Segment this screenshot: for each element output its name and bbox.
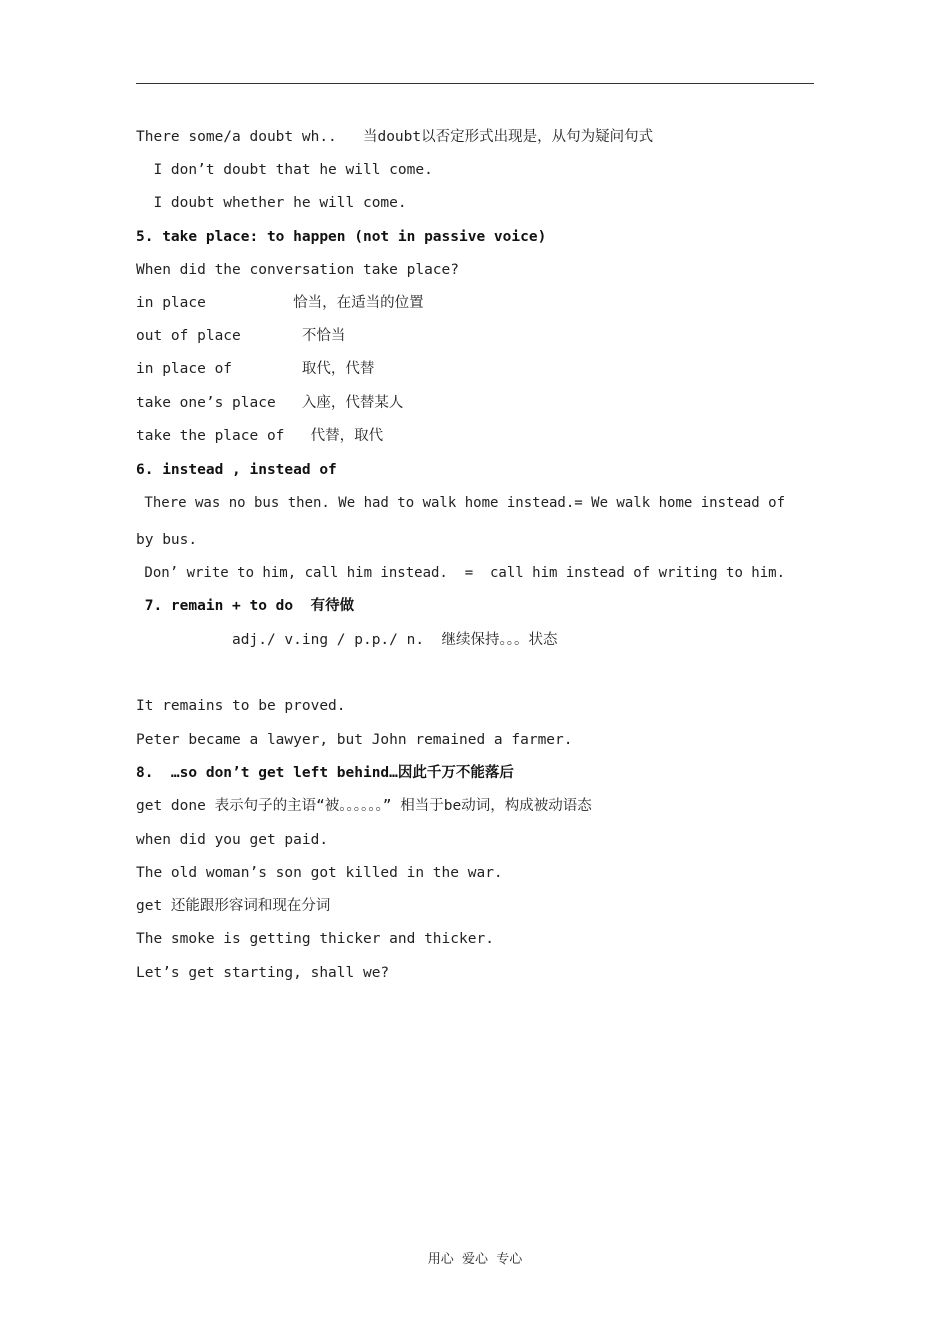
section-heading: 5. take place: to happen (not in passive voice): [136, 229, 547, 245]
text-line: I doubt whether he will come.: [136, 195, 407, 211]
text-line: I don’t doubt that he will come.: [136, 162, 433, 178]
text-line: in place of 取代，代替: [136, 361, 375, 377]
text-line: get 还能跟形容词和现在分词: [136, 898, 331, 914]
text-line: There some/a doubt wh.. 当doubt以否定形式出现是，从句为疑问句式: [136, 129, 654, 145]
text-line: Don’ write to him, call him instead. = call him instead of writing to him.: [136, 565, 786, 581]
text-line: adj./ v.ing / p.p./ n. 继续保持。。。状态: [136, 632, 558, 648]
text-line: out of place 不恰当: [136, 328, 346, 344]
text-line: by bus.: [136, 532, 198, 548]
section-heading: 7. remain + to do 有待做: [136, 598, 355, 614]
text-line: It remains to be proved.: [136, 698, 346, 714]
text-line: When did the conversation take place?: [136, 262, 460, 278]
section-heading: 6. instead , instead of: [136, 462, 337, 478]
text-line: take the place of 代替，取代: [136, 428, 384, 444]
text-line: There was no bus then. We had to walk home instead.= We walk home instead of: [136, 495, 786, 511]
section-heading: 8. …so don’t get left behind…因此千万不能落后: [136, 765, 514, 781]
text-line: get done 表示句子的主语“被。。。。。。” 相当于be动词，构成被动语态: [136, 798, 592, 814]
text-line: take one’s place 入座，代替某人: [136, 395, 404, 411]
text-line: when did you get paid.: [136, 832, 329, 848]
text-line: in place 恰当，在适当的位置: [136, 295, 424, 311]
text-line: Let’s get starting, shall we?: [136, 965, 390, 981]
page-footer: 用心 爱心 专心: [427, 1252, 523, 1267]
header-rule: [136, 83, 814, 84]
text-line: The smoke is getting thicker and thicker.: [136, 931, 494, 947]
text-line: The old woman’s son got killed in the war.: [136, 865, 503, 881]
text-line: Peter became a lawyer, but John remained a farmer.: [136, 732, 573, 748]
